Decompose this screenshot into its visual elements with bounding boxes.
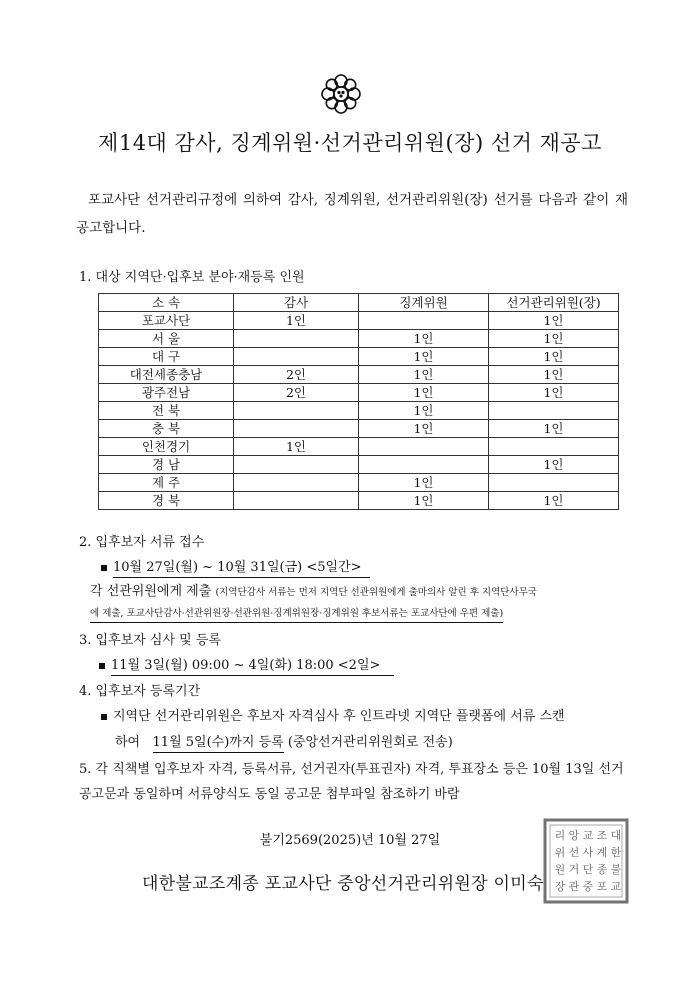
seal-glyph: 계 (596, 846, 608, 859)
seal-glyph: 위 (554, 846, 566, 859)
review-period: 11월 3일(월) 09:00 ~ 4일(화) 18:00 <2일> (111, 658, 394, 676)
cell: 인천경기 (99, 438, 234, 456)
cell: 1인 (359, 492, 489, 510)
bullet-square-icon (101, 714, 107, 720)
seal-glyph: 장 (554, 880, 566, 893)
section-4-heading: 4. 입후보자 등록기간 (79, 684, 201, 699)
page-title: 제14대 감사, 징계위원·선거관리위원(장) 선거 재공고 (98, 131, 602, 155)
seal-glyph: 불 (610, 863, 622, 876)
registration-line-2 (115, 731, 453, 750)
seal-glyph: 한 (610, 846, 622, 859)
seal-glyph: 리 (554, 829, 566, 842)
bullet-square-icon (99, 663, 105, 669)
cell (234, 402, 359, 420)
cell: 서 울 (99, 330, 234, 348)
cell: 경 남 (99, 456, 234, 474)
signer-line: 대한불교조계종 포교사단 중앙선거관리위원장 이미숙 (142, 874, 544, 894)
bullet-square-icon (101, 565, 107, 571)
cell: 1인 (489, 330, 619, 348)
seal-glyph: 관 (568, 880, 580, 893)
seal-glyph: 조 (596, 829, 608, 842)
seal-glyph: 앙 (568, 829, 580, 842)
cell (234, 492, 359, 510)
registration-deadline: 11월 5일(수)까지 등록 (153, 735, 284, 753)
cell: 1인 (359, 384, 489, 402)
dharma-wheel-emblem-icon (319, 72, 363, 116)
cell: 1인 (489, 492, 619, 510)
registration-pre: 하여 (115, 735, 141, 750)
seal-glyph: 교 (610, 880, 622, 893)
seal-glyph: 거 (568, 863, 580, 876)
cell: 1인 (489, 420, 619, 438)
cell: 1인 (489, 456, 619, 474)
table-row (99, 402, 619, 420)
cell: 포교사단 (99, 312, 234, 330)
cell (359, 438, 489, 456)
table-header-row (99, 294, 619, 312)
section-1-heading: 1. 대상 지역단·입후보 분야·재등록 인원 (79, 270, 305, 285)
cell: 1인 (359, 420, 489, 438)
cell: 1인 (359, 366, 489, 384)
seal-glyph: 사 (582, 846, 594, 859)
cell: 1인 (359, 330, 489, 348)
seal-glyph: 선 (568, 846, 580, 859)
cell: 1인 (489, 348, 619, 366)
cell: 대전세종충남 (99, 366, 234, 384)
cell: 2인 (234, 366, 359, 384)
submission-note-detail: (지역단감사 서류는 먼저 지역단 선관위원에게 출마의사 알린 후 지역단사무국 (215, 587, 537, 598)
submission-period: 10월 27일(월) ~ 10월 31일(금) <5일간> (113, 560, 370, 578)
section-5-text: 5. 각 직책별 입후보자 자격, 등록서류, 선거권자(투표권자) 자격, 투표장소 등은 10월 13일 선거공고문과 동일하며 서류양식도 동일 공고문 첨부파일 참조하기 바람 (79, 762, 624, 802)
cell (489, 474, 619, 492)
submission-period-line (101, 556, 370, 575)
registration-text-1: 지역단 선거관리위원은 후보자 자격심사 후 인트라넷 지역단 플랫폼에 서류 스캔 (113, 709, 565, 724)
cell (489, 402, 619, 420)
table-row (99, 384, 619, 402)
seal-glyph: 원 (554, 863, 566, 876)
cell (234, 474, 359, 492)
cell (234, 420, 359, 438)
cell: 1인 (489, 312, 619, 330)
cell (489, 438, 619, 456)
seal-glyph: 대 (610, 829, 622, 842)
table-row (99, 366, 619, 384)
cell: 충 북 (99, 420, 234, 438)
table-row (99, 312, 619, 330)
cell (234, 348, 359, 366)
cell: 경 북 (99, 492, 234, 510)
notice-date: 불기2569(2025)년 10월 27일 (259, 833, 441, 848)
review-period-line (99, 654, 394, 673)
intro-paragraph: 포교사단 선거관리규정에 의하여 감사, 징계위원, 선거관리위원(장) 선거를 다음과 같이 재공고합니다. (76, 192, 628, 236)
cell: 1인 (234, 312, 359, 330)
table-row (99, 438, 619, 456)
cell: 제 주 (99, 474, 234, 492)
cell: 1인 (359, 348, 489, 366)
cell (359, 456, 489, 474)
header-auditor: 감사 (234, 294, 359, 312)
cell: 광주전남 (99, 384, 234, 402)
section-2-heading: 2. 입후보자 서류 접수 (79, 535, 205, 550)
table-row (99, 456, 619, 474)
seal-glyph: 종 (596, 863, 608, 876)
table-row (99, 474, 619, 492)
cell: 2인 (234, 384, 359, 402)
cell: 1인 (489, 384, 619, 402)
header-affiliation: 소 속 (99, 294, 234, 312)
header-election-committee: 선거관리위원(장) (489, 294, 619, 312)
registration-post: (중앙선거관리위원회로 전송) (287, 735, 453, 750)
section-3-heading: 3. 입후보자 심사 및 등록 (79, 633, 221, 648)
seal-glyph: 중 (582, 880, 594, 893)
cell: 대 구 (99, 348, 234, 366)
cell: 1인 (234, 438, 359, 456)
table-row (99, 420, 619, 438)
cell: 1인 (489, 366, 619, 384)
seal-glyph: 포 (596, 880, 608, 893)
cell: 1인 (359, 474, 489, 492)
table-row (99, 492, 619, 510)
cell: 전 북 (99, 402, 234, 420)
cell (234, 330, 359, 348)
seal-glyph: 단 (582, 863, 594, 876)
submission-note-main: 각 선관위원에게 제출 (90, 584, 212, 599)
table-row (99, 330, 619, 348)
header-disciplinary: 징계위원 (359, 294, 489, 312)
cell (359, 312, 489, 330)
table-row (99, 348, 619, 366)
cell: 1인 (359, 402, 489, 420)
cell (234, 456, 359, 474)
candidate-quota-table (98, 293, 619, 510)
seal-glyph: 교 (582, 829, 594, 842)
submission-note-line (90, 580, 537, 599)
submission-note-detail-2: 에 제출, 포교사단감사·선관위원장·선관위원·징계위원장·징계위원 후보서류는 포교사단에 우편 제출) (90, 605, 503, 623)
registration-line-1 (101, 705, 565, 724)
official-seal-stamp (542, 817, 630, 905)
